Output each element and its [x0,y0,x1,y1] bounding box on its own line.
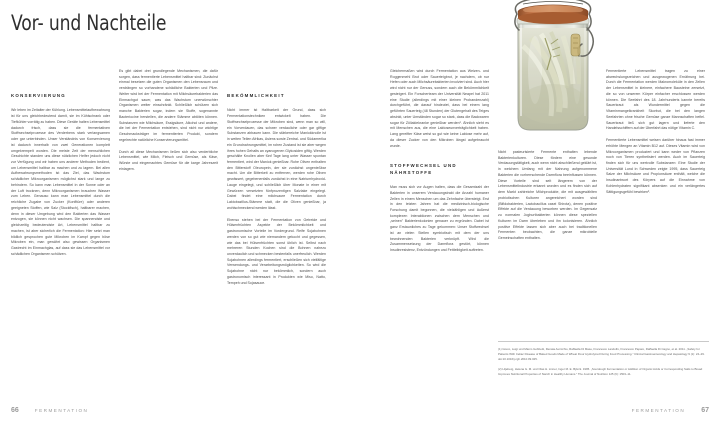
body-paragraph: Es gibt dabei drei grundlegende Mechanismen, die dafür sorgen, dass fermentierte Lebensmittel haltbar sind: Zunächst einmal besetzen die guten Organismen den Lebensraum und verdrängen so vorhandene schädliche Bakterien und Pilze. Weiter wird bei der Fermentation mit Milchsäurebakterien das Einmachgut sauer, was das Wachstum unerwünschter Organismen weiter einschränkt. Schließlich schützen sich manche Bakterien sogar, indem sie Stoffe, sogenannte Bacteriocine herstellen, die andere Stämme abtöten können. Substanzen wie Milchsäure, Essigsäure, Alkohol und andere, die bei der Fermentation entstehen, sind nicht nur wichtige Geschmacksträger im fermentierten Produkt, sondern regelrechte natürliche Konservierungsmittel. [119,69,218,142]
body-paragraph: Ebenso stehen bei der Fermentation von Getreide und Hülsenfrüchten Aspekte der Bekömmlichkeit und gastronomische Vorteile im Vordergrund. Reife Sojabohnen werden von so gut wie niemandem gekocht und gegessen, wie das bei Hülsenfrüchten sonst üblich ist. Selbst nach mehreren Stunden Kochen sind die Bohnen nahezu unverdaulich und schmecken bestenfalls unerfreulich. Werden Sojabohnen allerdings fermentiert, erschließen sich vielfältige Verwendungs- und Verarbeitungsmöglichkeiten. So wird die Sojabohne nicht nur bekömmlich, sondern auch gastronomisch interessant in Produkten wie Miso, Natto, Tempeh und Sojasauce. [227,217,326,285]
body-paragraph: Fermentierte Lebensmittel tragen zu einer abwechslungsreichen und ausgewogenen Ernährung bei. Durch die Fermentation werden Makromoleküle in den Zellen der Lebensmittel in kleinere, einfachere Bausteine zersetzt, die so von unserem Körper einfacher erschlossen werden können. Die Seefahrt des 18. Jahrhunderts kannte bereits Sauerkraut als Wundermittel gegen die Vitaminmangelkrankheit Skorbut, die bei den langen Seefahrten ohne frische Gemüse ganze Mannschaften befiel. Sauerkraut ließ sich gut lagern und lieferte den Handelsschiffern auf der Überfahrt das nötige Vitamin C. [606,69,705,131]
column-konservierung-cont [119,69,218,172]
footer-section-label-left: FERMENTATION [34,408,89,413]
footnote-1: (1) Greco, Luigi und Marco Gobbetti, Renata Auricchio, Raffaella Di Mase, Francesco Landolfo, Francesco Paparo, Raffaella Di Cagno, et al. 2011. „Safety for Patients With Celiac Disease of Baked Goods Made of Wheat Flour Hydrolyzed During Food Processing." Clinical Gastroenterology and Hepatology 9 (1): 24–29. doi:10.1016/j.cgh.2010.09.025. [498,347,705,361]
heading-stoffwechsel: STOFFWECHSEL UND NÄHRSTOFFE [390,163,457,175]
heading-bekoemmlichkeit: BEKÖMMLICHKEIT [227,93,285,98]
heading-konservierung: KONSERVIERUNG [11,93,66,98]
footer-section-label-right: FERMENTATION [631,408,686,413]
body-paragraph: Nicht immer ist Haltbarkeit der Grund, dass sich Fermentationstechniken entwickelt haben. Die Stoffwechselprozesse der Mikroben sind, wenn man so will, ein Vorverdauen, das schwer verdauliche oder gar giftige Substanzen abbauen kann. Die stärkereiche Maniokknolle ist in weiten Teilen Afrikas, Asiens sowie Zentral- und Südamerika ein Grundnahrungsmittel, im rohen Zustand ist sie aber wegen ihres hohen Gehalts an cyanogenen Glykosiden giftig. Werden geschälte Knollen aber fünf Tage lang unter Wasser spontan fermentiert, wird der Maniok genießbar. Rohe Oliven enthalten den Bitterstoff Oleuropein, der sie zunächst ungenießbar macht. Um die Bitterkeit zu entfernen, werden rohe Oliven gewässert, gegebenenfalls zunächst in eine Natriumhydroxid-Lauge eingelegt, und schließlich über Monate in einer mit Gewürzen versetzten fünfprozentigen Salzlake eingelegt. Dabei findet eine milchsaure Fermentation durch Laktobazillus-Stämme statt, die die Oliven genießbar, ja wohlschmeckend werden lässt. [227,108,326,210]
footnote-divider [498,341,709,342]
body-paragraph: Nicht pasteurisierte Fermente enthalten lebende Bakterienkulturen. Diese fördern eine gesunde Verdauungstätigkeit, auch wenn nicht abschließend geklärt ist, in welchem Umfang mit der Nahrung aufgenommene Bakterien die vorherrschende Darmflora beeinflussen können. Diese Vorteile sind seit längerem von der Lebensmittelindustrie erkannt worden und es finden sich auf dem Markt zahlreiche Milchprodukte, die mit ausgewählten probiotischen Kulturen angereichert worden sind (Bifidobakterien, Lactobacillus casei Shirota), denen positive Effekte auf die Verdauung beworben werden. Im Gegensatz zu normalen Joghurtbakterien können diese speziellen Kulturen im Darm überleben und ihn kolonisieren. Ähnlich positive Effekte lassen sich aber auch bei traditionellen Fermenten beobachten, die ganze mikrobielle Gemeinschaften enthalten. [498,150,597,241]
body-paragraph: Man muss sich vor Augen halten, dass die Gesamtzahl der Bakterien in unserem Verdauungstrakt die Anzahl humaner Zellen in einem Menschen um das Zehnfache übersteigt. Erst in den letzten Jahren hat die medizinisch-biologische Forschung damit begonnen, die vielzähligen und äußerst komplexen Interaktionen zwischen dem Menschen und „seinen" Bakterienkolonien genauer zu ergründen. Dabei ist ganz Erstaunliches zu Tage gekommen: Unser Stoffwechsel ist an vielen Stellen symbiotisch mit dem der uns bewohnenden Bakterien verknüpft. Wird die Zusammensetzung der Darmflora gestört, können Insulinresistenz, Entzündungen und Fettleibigkeit auftreten. [390,185,489,253]
column-bekoemmlichkeit [227,93,326,286]
body-paragraph: Wir leben im Zeitalter der Kühlung. Lebensmittelaufbewahrung ist für uns gleichbedeutend damit, sie im Kühlschrank oder Tiefkühler vorrätig zu haben. Diese Geräte halten Lebensmittel dadurch frisch, dass sie die fermentativen Stoffwechselprozesse des Verderbens stark verlangsamen oder gar unterbinden. Unser Verständnis von Konservierung ist dadurch innerhalb von zwei Generationen komplett umgekrempelt worden. Die meiste Zeit der menschlichen Geschichte standen uns diese nützlichen Helfer jedoch nicht zur Verfügung und wir haben uns anderer Methoden bedient, um Lebensmittel haltbar zu machen und zu lagern. Bei allen Aufbewahrungsmethoden ist das Ziel, das Wachstum schädlicher Mikroorganismen möglichst stark und lange zu behindern. So kann man Lebensmittel in der Sonne oder an der Luft trocknen, denn Mikroorganismen brauchen Wasser zum Leben. Genauso kann man Lebensmittel durch die reichliche Zugabe von Zucker (Konfitüre) oder anderen geeigneten Stoffen, wie Salz (Stockfisch), haltbarer machen, denn in dieser Umgebung wird den Bakterien das Wasser entzogen, sie können nicht wachsen. Die spannendste und gleichzeitig bedeutendste Art, Lebensmittel haltbar zu machen, ist aber sicherlich die Fermentation: Hier setzt man bildlich gesprochen gute Mikroben im Kampf gegen böse Mikroben ein, man gewährt also gewissen Organismen Gastrecht im Einmachglas, auf dass sie das Lebensmittel vor schädlichen Organismen schützen. [11,108,110,256]
page-number-left: 66 [11,407,19,414]
page-title: Vor- und Nachteile [11,11,167,35]
body-paragraph: Durch all diese Mechanismen ließen sich also verderbliche Lebensmittel, wie Milch, Fleisch und Gemüse, als Käse, Würste und eingemachtes Gemüse für die karge Jahreszeit einlagern. [119,149,218,171]
column-konservierung [11,93,110,257]
footer-right [632,407,709,414]
body-paragraph: Fermentierte Lebensmittel weisen darüber hinaus fast immer erhöhte Mengen an Vitamin B12 auf. Dieses Vitamin wird von Mikroorganismen produziert und kann weder von Pflanzen noch von Tieren synthetisiert werden. Auch im Sauerteig finden sich für uns wertvolle Substanzen: Eine Studie der Universität Lund in Schweden zeigte 1995, dass Sauerteig Salze der Milchsäure und Propionsäure enthält, welche die Insulinantwort des Körpers auf die Einnahme von Kohlenhydraten signifikant absenken und ein verlängertes Sättigungsgefühl bewirken². [606,138,705,194]
column-naehrstoffe [606,69,705,195]
column-stoffwechsel-cont [498,150,597,242]
footnotes-block [498,347,710,377]
column-stoffwechsel [390,69,489,254]
body-paragraph: Gleichermaßen wird durch Fermentation aus Weizen- und Roggenmehl Brot oder Sauerteigbrot, je nachdem, ob nur Hefen oder auch Milchsäurebakterien involviert sind. Auch hier wird nicht nur der Genuss, sondern auch die Bekömmlichkeit gesteigert. Ein Forscherteam der Universität Neapel hat 2011 eine Studie (allerdings mit einer kleinen Probandenzahl) durchgeführt, die darauf hindeutet, dass bei einem lang geführten Sauerteig (48 Stunden) der Glutengehalt des Teiges absinkt, unter Umständen sogar so stark, dass die Backwaren sogar für Zöliakiekranke genießbar werden¹. Ähnlich sieht es mit Menschen aus, die eine Laktoseunverträglichkeit haben. Lang gereifter Käse weist so gut wie keine Laktose mehr auf, da dieser Zucker von den Mikroben längst aufgebraucht wurde. [390,69,489,148]
page-number-right: 67 [701,407,709,414]
footer-left [11,407,88,414]
footnote-2: (2) Liljeberg, Helena G. M. und Olas H. Linner, Inger M. E. Björck. 1995. „Sourdough Fermentation or Addition of Organic Acids or Corresponding Salts to Bread Improves Nutritional Properties of Starch in Healthy Humans." The Journal of Nutrition 125 (6): 1503–11. [498,367,703,377]
fermentation-jar-photo [487,0,619,146]
